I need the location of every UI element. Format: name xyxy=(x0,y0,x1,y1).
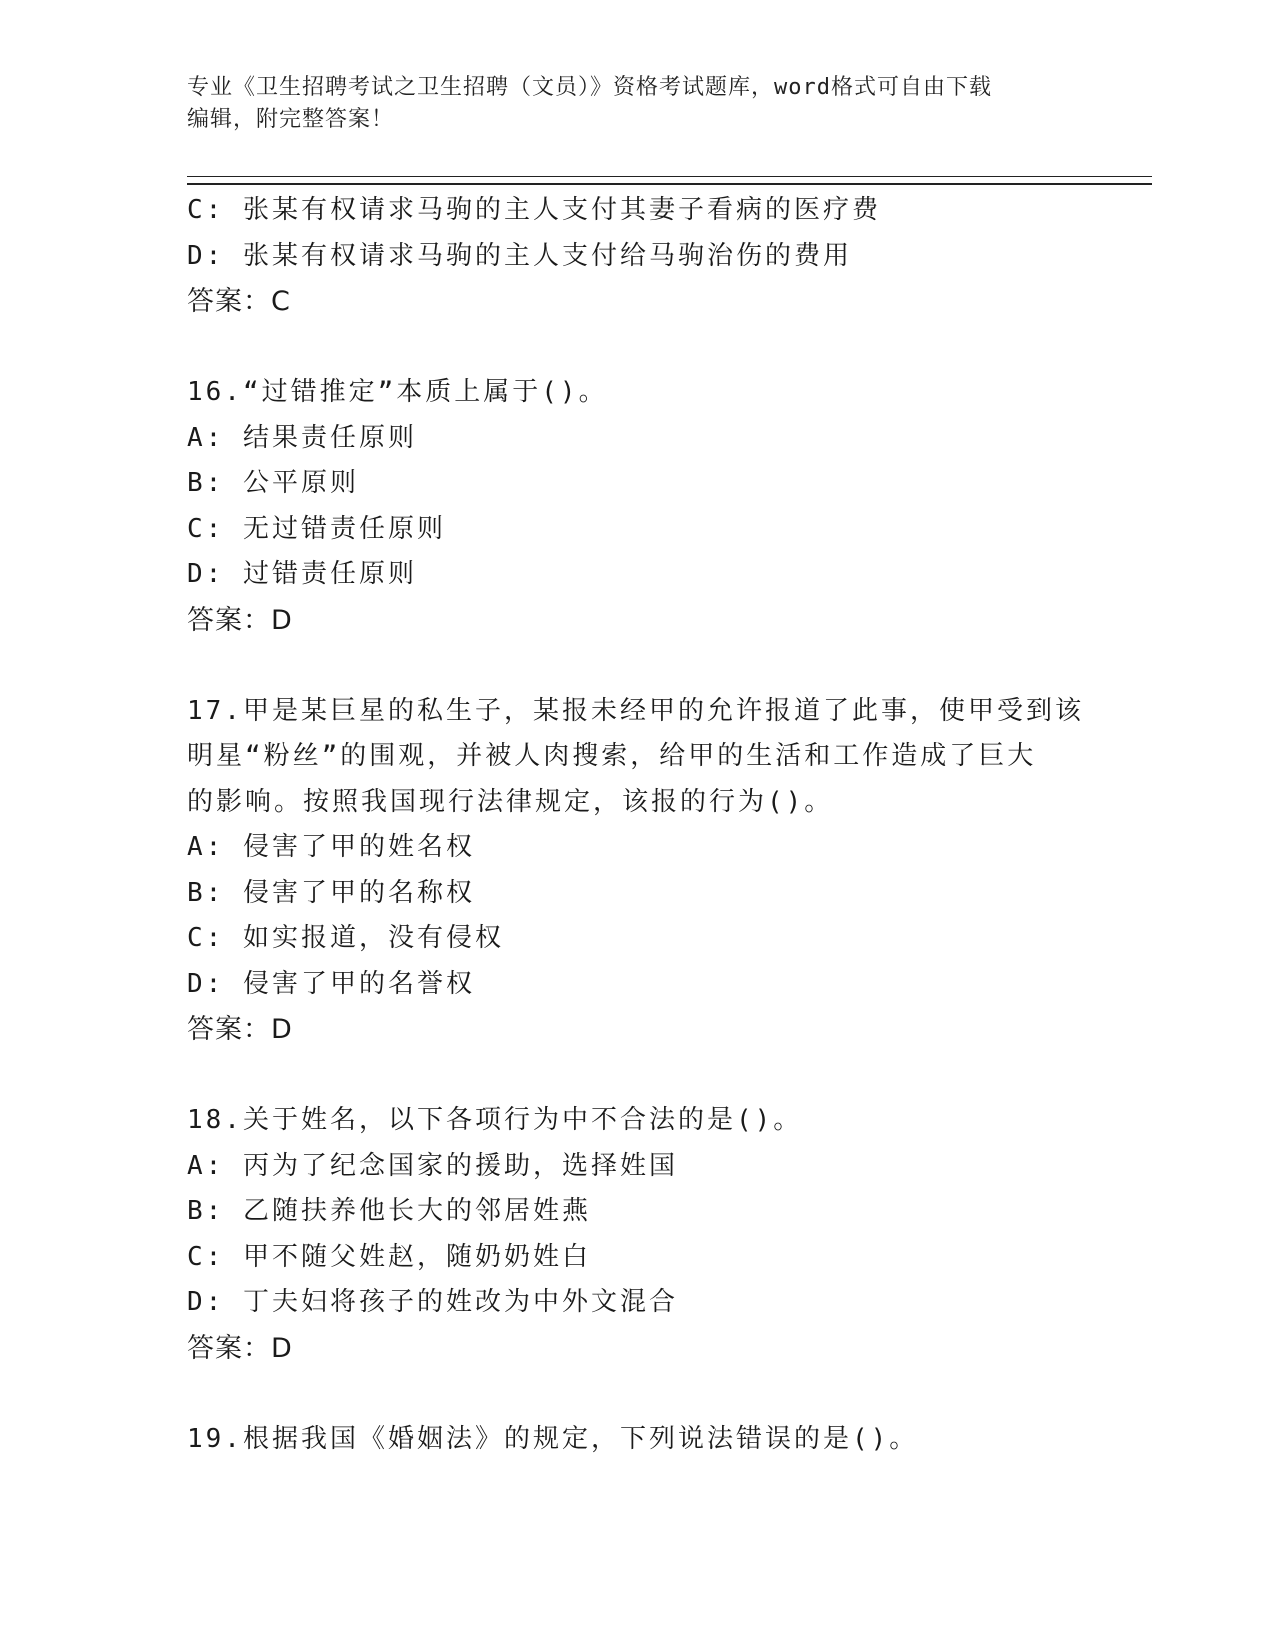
question-16 xyxy=(187,370,1087,643)
spacer xyxy=(187,1053,1087,1099)
option-d: D: 张某有权请求马驹的主人支付给马驹治伤的费用 xyxy=(187,240,852,271)
option-c: C: 甲不随父姓赵，随奶奶姓白 xyxy=(187,1241,591,1272)
prev-question xyxy=(187,188,1087,325)
question-stem: 明星“粉丝”的围观，并被人肉搜索，给甲的生活和工作造成了巨大 xyxy=(187,741,1037,771)
spacer xyxy=(187,325,1087,371)
question-stem: 19.根据我国《婚姻法》的规定，下列说法错误的是()。 xyxy=(187,1423,919,1454)
option-b: B: 乙随扶养他长大的邻居姓燕 xyxy=(187,1196,591,1226)
option-a: A: 丙为了纪念国家的援助，选择姓国 xyxy=(187,1150,678,1181)
question-17 xyxy=(187,689,1087,1053)
document-header xyxy=(187,72,1087,136)
question-18 xyxy=(187,1098,1087,1371)
option-b: B: 侵害了甲的名称权 xyxy=(187,877,475,908)
question-stem: 的影响。按照我国现行法律规定，该报的行为()。 xyxy=(187,786,834,817)
answer: 答案：D xyxy=(187,1332,293,1364)
question-stem: 18.关于姓名，以下各项行为中不合法的是()。 xyxy=(187,1105,803,1135)
header-line-1: 专业《卫生招聘考试之卫生招聘（文员）》资格考试题库，word格式可自由下载 xyxy=(187,75,992,100)
option-a: A: 结果责任原则 xyxy=(187,422,417,453)
question-stem: 16.“过错推定”本质上属于()。 xyxy=(187,377,608,407)
spacer xyxy=(187,643,1087,689)
answer: 答案：D xyxy=(187,1014,293,1045)
spacer xyxy=(187,1371,1087,1417)
question-list xyxy=(187,188,1087,1462)
option-c: C: 如实报道，没有侵权 xyxy=(187,923,504,953)
header-line-2: 编辑，附完整答案！ xyxy=(187,107,395,132)
option-a: A: 侵害了甲的姓名权 xyxy=(187,832,475,862)
option-b: B: 公平原则 xyxy=(187,468,359,498)
header-divider xyxy=(187,176,1152,185)
option-d: D: 侵害了甲的名誉权 xyxy=(187,968,475,999)
option-d: D: 过错责任原则 xyxy=(187,559,417,589)
question-19 xyxy=(187,1417,1087,1463)
answer: 答案：D xyxy=(187,604,293,636)
option-d: D: 丁夫妇将孩子的姓改为中外文混合 xyxy=(187,1287,678,1317)
option-c: C: 无过错责任原则 xyxy=(187,513,446,544)
question-stem: 17.甲是某巨星的私生子，某报未经甲的允许报道了此事，使甲受到该 xyxy=(187,695,1084,726)
answer: 答案：C xyxy=(187,286,291,317)
option-c: C: 张某有权请求马驹的主人支付其妻子看病的医疗费 xyxy=(187,195,881,225)
